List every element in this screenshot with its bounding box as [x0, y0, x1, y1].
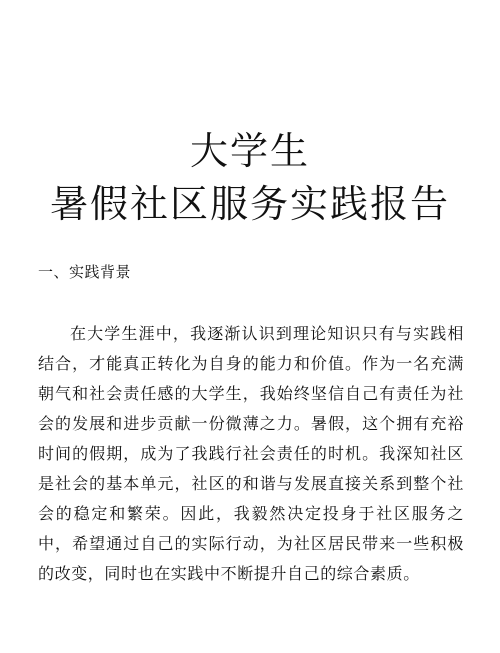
title-line-2: 暑假社区服务实践报告 — [49, 182, 450, 226]
document-title — [0, 128, 500, 228]
paragraph: 在大学生涯中，我逐渐认识到理论知识只有与实践相结合，才能真正转化为自身的能力和价值。作为一名充满朝气和社会责任感的大学生，我始终坚信自己有责任为社会的发展和进步贡献一份微薄之力。暑假，这个拥有充裕时间的假期，成为了我践行社会责任的时机。我深知社区是社会的基本单元，社区的和谐与发展直接关系到整个社会的稳定和繁荣。因此，我毅然决定投身于社区服务之中，希望通过自己的实际行动，为社区居民带来一些积极的改变，同时也在实践中不断提升自己的综合素质。 — [38, 324, 464, 583]
title-line-1: 大学生 — [189, 129, 310, 173]
section-heading: 一、实践背景 — [38, 263, 132, 281]
body-text — [38, 319, 464, 589]
